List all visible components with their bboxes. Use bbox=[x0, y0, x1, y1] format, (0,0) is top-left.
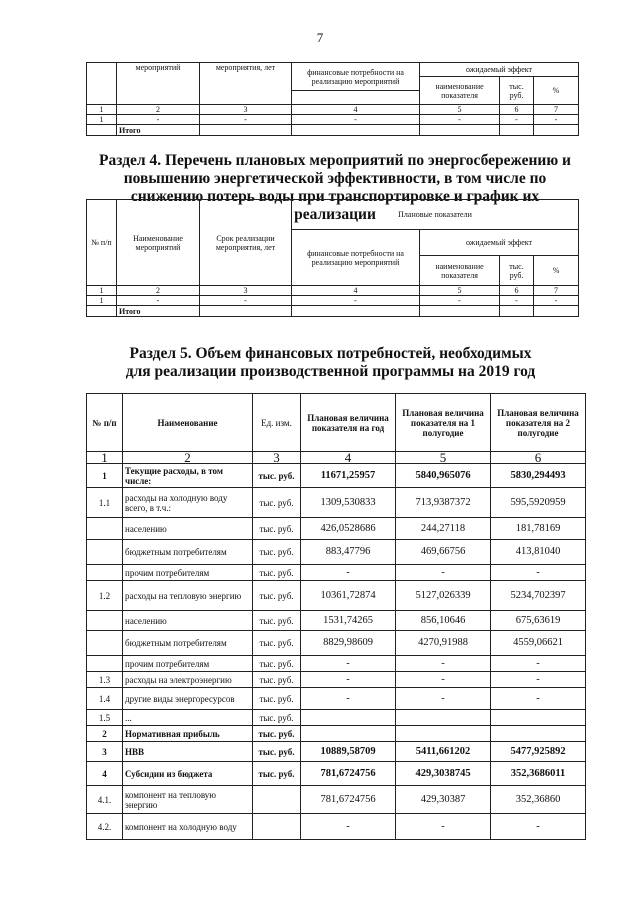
row-name: расходы на холодную воду всего, в т.ч.: bbox=[123, 488, 253, 518]
row-half2-value: 5830,294493 bbox=[491, 464, 586, 488]
row-num: 1.3 bbox=[87, 672, 123, 688]
row-half1-value: - bbox=[396, 565, 491, 581]
num-cell: 1 bbox=[87, 452, 123, 464]
t1-num-cell: 7 bbox=[534, 105, 579, 115]
row-num: 1 bbox=[87, 464, 123, 488]
row-unit: тыс. руб. bbox=[253, 565, 301, 581]
row-half1-value: - bbox=[396, 672, 491, 688]
num-cell: 4 bbox=[301, 452, 396, 464]
row-year-value bbox=[301, 726, 396, 742]
row-num bbox=[87, 518, 123, 540]
t1-total-num bbox=[87, 125, 117, 136]
row-half2-value: - bbox=[491, 656, 586, 672]
row-name: Субсидии из бюджета bbox=[123, 762, 253, 786]
t2-cell: - bbox=[117, 296, 200, 306]
row-name: бюджетным потребителям bbox=[123, 540, 253, 565]
row-unit: тыс. руб. bbox=[253, 631, 301, 656]
row-year-value: 1309,530833 bbox=[301, 488, 396, 518]
t2-num-cell: 2 bbox=[117, 286, 200, 296]
row-num bbox=[87, 656, 123, 672]
row-unit: тыс. руб. bbox=[253, 710, 301, 726]
row-half1-value: - bbox=[396, 688, 491, 710]
row-half2-value: 4559,06621 bbox=[491, 631, 586, 656]
t2-cell: - bbox=[292, 296, 420, 306]
table-row bbox=[87, 688, 586, 710]
row-num bbox=[87, 611, 123, 631]
row-name: другие виды энергоресурсов bbox=[123, 688, 253, 710]
table-row bbox=[87, 488, 586, 518]
row-name: населению bbox=[123, 611, 253, 631]
row-year-value: - bbox=[301, 656, 396, 672]
t2-num-cell: 7 bbox=[534, 286, 579, 296]
t1-header-term: мероприятия, лет bbox=[200, 63, 292, 105]
t2-cell: - bbox=[500, 296, 534, 306]
row-half1-value: 429,30387 bbox=[396, 786, 491, 814]
t1-cell: - bbox=[292, 115, 420, 125]
row-year-value: 781,6724756 bbox=[301, 762, 396, 786]
t2-header-num: № п/п bbox=[87, 200, 117, 286]
t2-header-pct: % bbox=[534, 256, 579, 286]
row-num bbox=[87, 540, 123, 565]
row-name: компонент на тепловую энергию bbox=[123, 786, 253, 814]
t1-num-cell: 4 bbox=[292, 105, 420, 115]
t1-header-pct: % bbox=[534, 77, 579, 105]
row-name: Нормативная прибыль bbox=[123, 726, 253, 742]
t1-total-label: Итого bbox=[117, 125, 200, 136]
row-num: 4.1. bbox=[87, 786, 123, 814]
t1-cell: - bbox=[534, 115, 579, 125]
row-num: 1.2 bbox=[87, 581, 123, 611]
row-year-value: - bbox=[301, 814, 396, 840]
header-num: № п/п bbox=[87, 394, 123, 452]
header-half2: Плановая величина показателя на 2 полугодие bbox=[491, 394, 586, 452]
t1-num-cell: 6 bbox=[500, 105, 534, 115]
t1-cell: - bbox=[500, 115, 534, 125]
table-row bbox=[87, 656, 586, 672]
row-unit: тыс. руб. bbox=[253, 672, 301, 688]
row-name: ... bbox=[123, 710, 253, 726]
row-name: бюджетным потребителям bbox=[123, 631, 253, 656]
page-number: 7 bbox=[316, 30, 324, 45]
table-row bbox=[87, 710, 586, 726]
t2-cell: - bbox=[200, 296, 292, 306]
num-cell: 6 bbox=[491, 452, 586, 464]
row-name: прочим потребителям bbox=[123, 656, 253, 672]
header-unit: Ед. изм. bbox=[253, 394, 301, 452]
t1-num-cell: 5 bbox=[420, 105, 500, 115]
row-half1-value: 244,27118 bbox=[396, 518, 491, 540]
row-half2-value bbox=[491, 726, 586, 742]
row-name: прочим потребителям bbox=[123, 565, 253, 581]
row-half2-value: 352,3686011 bbox=[491, 762, 586, 786]
table-row bbox=[87, 631, 586, 656]
row-half2-value: 413,81040 bbox=[491, 540, 586, 565]
row-half1-value: 856,10646 bbox=[396, 611, 491, 631]
t2-header-effect: ожидаемый эффект bbox=[420, 230, 579, 256]
t1-cell: - bbox=[200, 115, 292, 125]
table-row bbox=[87, 464, 586, 488]
section-5-title: Раздел 5. Объем финансовых потребностей, необходимых для реализации производственной программы на 2019 год bbox=[125, 345, 536, 380]
t1-header-finance: финансовые потребности на реализацию мероприятий bbox=[292, 63, 420, 91]
t2-cell: 1 bbox=[87, 296, 117, 306]
t2-header-term: Срок реализации мероприятия, лет bbox=[200, 200, 292, 286]
t1-cell: 1 bbox=[87, 115, 117, 125]
row-year-value: 1531,74265 bbox=[301, 611, 396, 631]
row-unit: тыс. руб. bbox=[253, 656, 301, 672]
row-name: компонент на холодную воду bbox=[123, 814, 253, 840]
header-year: Плановая величина показателя на год bbox=[301, 394, 396, 452]
row-unit: тыс. руб. bbox=[253, 762, 301, 786]
row-half1-value: 5840,965076 bbox=[396, 464, 491, 488]
table-row bbox=[87, 565, 586, 581]
row-unit: тыс. руб. bbox=[253, 540, 301, 565]
finance-table bbox=[86, 393, 586, 840]
row-year-value: - bbox=[301, 672, 396, 688]
t1-header-finance-pad bbox=[292, 91, 420, 105]
row-half2-value: 595,5920959 bbox=[491, 488, 586, 518]
row-unit: тыс. руб. bbox=[253, 488, 301, 518]
row-half1-value: - bbox=[396, 814, 491, 840]
t2-num-cell: 3 bbox=[200, 286, 292, 296]
table-row bbox=[87, 814, 586, 840]
t1-num-cell: 1 bbox=[87, 105, 117, 115]
t2-cell: - bbox=[420, 296, 500, 306]
row-num: 3 bbox=[87, 742, 123, 762]
row-year-value: 426,0528686 bbox=[301, 518, 396, 540]
table-2 bbox=[86, 199, 579, 317]
row-unit: тыс. руб. bbox=[253, 742, 301, 762]
row-year-value: 8829,98609 bbox=[301, 631, 396, 656]
num-cell: 2 bbox=[123, 452, 253, 464]
row-unit: тыс. руб. bbox=[253, 581, 301, 611]
row-unit bbox=[253, 814, 301, 840]
row-half1-value: - bbox=[396, 656, 491, 672]
row-num: 1.4 bbox=[87, 688, 123, 710]
row-half2-value: 5234,702397 bbox=[491, 581, 586, 611]
table-row bbox=[87, 611, 586, 631]
row-year-value: 10889,58709 bbox=[301, 742, 396, 762]
t1-header-effect: ожидаемый эффект bbox=[420, 63, 579, 77]
row-year-value bbox=[301, 710, 396, 726]
t2-num-cell: 1 bbox=[87, 286, 117, 296]
header-name: Наименование bbox=[123, 394, 253, 452]
row-year-value: 10361,72874 bbox=[301, 581, 396, 611]
row-year-value: - bbox=[301, 565, 396, 581]
row-num: 4 bbox=[87, 762, 123, 786]
table-row bbox=[87, 581, 586, 611]
table-1 bbox=[86, 62, 579, 136]
num-cell: 3 bbox=[253, 452, 301, 464]
row-half1-value bbox=[396, 710, 491, 726]
row-unit: тыс. руб. bbox=[253, 688, 301, 710]
table-row bbox=[87, 762, 586, 786]
t2-cell: - bbox=[534, 296, 579, 306]
table-row bbox=[87, 540, 586, 565]
t1-cell: - bbox=[420, 115, 500, 125]
row-half1-value: 429,3038745 bbox=[396, 762, 491, 786]
table-row bbox=[87, 786, 586, 814]
t2-header-finance: финансовые потребности на реализацию мероприятий bbox=[292, 230, 420, 286]
row-name: населению bbox=[123, 518, 253, 540]
row-half2-value: 352,36860 bbox=[491, 786, 586, 814]
row-half1-value: 4270,91988 bbox=[396, 631, 491, 656]
row-name: НВВ bbox=[123, 742, 253, 762]
row-num bbox=[87, 631, 123, 656]
row-half2-value: - bbox=[491, 672, 586, 688]
t2-num-cell: 6 bbox=[500, 286, 534, 296]
row-name: расходы на тепловую энергию bbox=[123, 581, 253, 611]
table-row bbox=[87, 518, 586, 540]
t2-header-name: Наименование мероприятий bbox=[117, 200, 200, 286]
row-half1-value: 5411,661202 bbox=[396, 742, 491, 762]
row-year-value: - bbox=[301, 688, 396, 710]
row-unit: тыс. руб. bbox=[253, 518, 301, 540]
t1-header-name: мероприятий bbox=[117, 63, 200, 105]
t2-header-indicator: наименование показателя bbox=[420, 256, 500, 286]
row-half2-value: - bbox=[491, 814, 586, 840]
row-unit bbox=[253, 786, 301, 814]
row-unit: тыс. руб. bbox=[253, 464, 301, 488]
row-half2-value: - bbox=[491, 565, 586, 581]
row-half2-value: 5477,925892 bbox=[491, 742, 586, 762]
row-half2-value bbox=[491, 710, 586, 726]
row-year-value: 781,6724756 bbox=[301, 786, 396, 814]
row-num: 1.1 bbox=[87, 488, 123, 518]
t1-header-num bbox=[87, 63, 117, 105]
header-half1: Плановая величина показателя на 1 полугодие bbox=[396, 394, 491, 452]
row-half1-value bbox=[396, 726, 491, 742]
row-year-value: 883,47796 bbox=[301, 540, 396, 565]
row-half2-value: - bbox=[491, 688, 586, 710]
row-num: 1.5 bbox=[87, 710, 123, 726]
table-row bbox=[87, 726, 586, 742]
t2-header-tys: тыс. руб. bbox=[500, 256, 534, 286]
t2-total-label: Итого bbox=[117, 306, 200, 317]
row-year-value: 11671,25957 bbox=[301, 464, 396, 488]
row-name: Текущие расходы, в том числе: bbox=[123, 464, 253, 488]
t1-num-cell: 3 bbox=[200, 105, 292, 115]
t2-header-plan: Плановые показатели bbox=[292, 200, 579, 230]
row-half1-value: 5127,026339 bbox=[396, 581, 491, 611]
row-half2-value: 675,63619 bbox=[491, 611, 586, 631]
row-name: расходы на электроэнергию bbox=[123, 672, 253, 688]
t1-header-indicator: наименование показателя bbox=[420, 77, 500, 105]
row-unit: тыс. руб. bbox=[253, 611, 301, 631]
row-half1-value: 469,66756 bbox=[396, 540, 491, 565]
t2-num-cell: 4 bbox=[292, 286, 420, 296]
num-cell: 5 bbox=[396, 452, 491, 464]
table-row bbox=[87, 742, 586, 762]
t1-cell: - bbox=[117, 115, 200, 125]
t1-num-cell: 2 bbox=[117, 105, 200, 115]
t2-total-num bbox=[87, 306, 117, 317]
t2-num-cell: 5 bbox=[420, 286, 500, 296]
row-half1-value: 713,9387372 bbox=[396, 488, 491, 518]
row-num: 2 bbox=[87, 726, 123, 742]
section-4-title: Раздел 4. Перечень плановых мероприятий по энергосбережению и повышению энергетической эффективности, в том числе по снижению потерь воды при транспортировке и график их реализации bbox=[99, 152, 571, 223]
row-unit: тыс. руб. bbox=[253, 726, 301, 742]
t1-header-tys: тыс. руб. bbox=[500, 77, 534, 105]
table-row bbox=[87, 672, 586, 688]
row-half2-value: 181,78169 bbox=[491, 518, 586, 540]
row-num bbox=[87, 565, 123, 581]
row-num: 4.2. bbox=[87, 814, 123, 840]
